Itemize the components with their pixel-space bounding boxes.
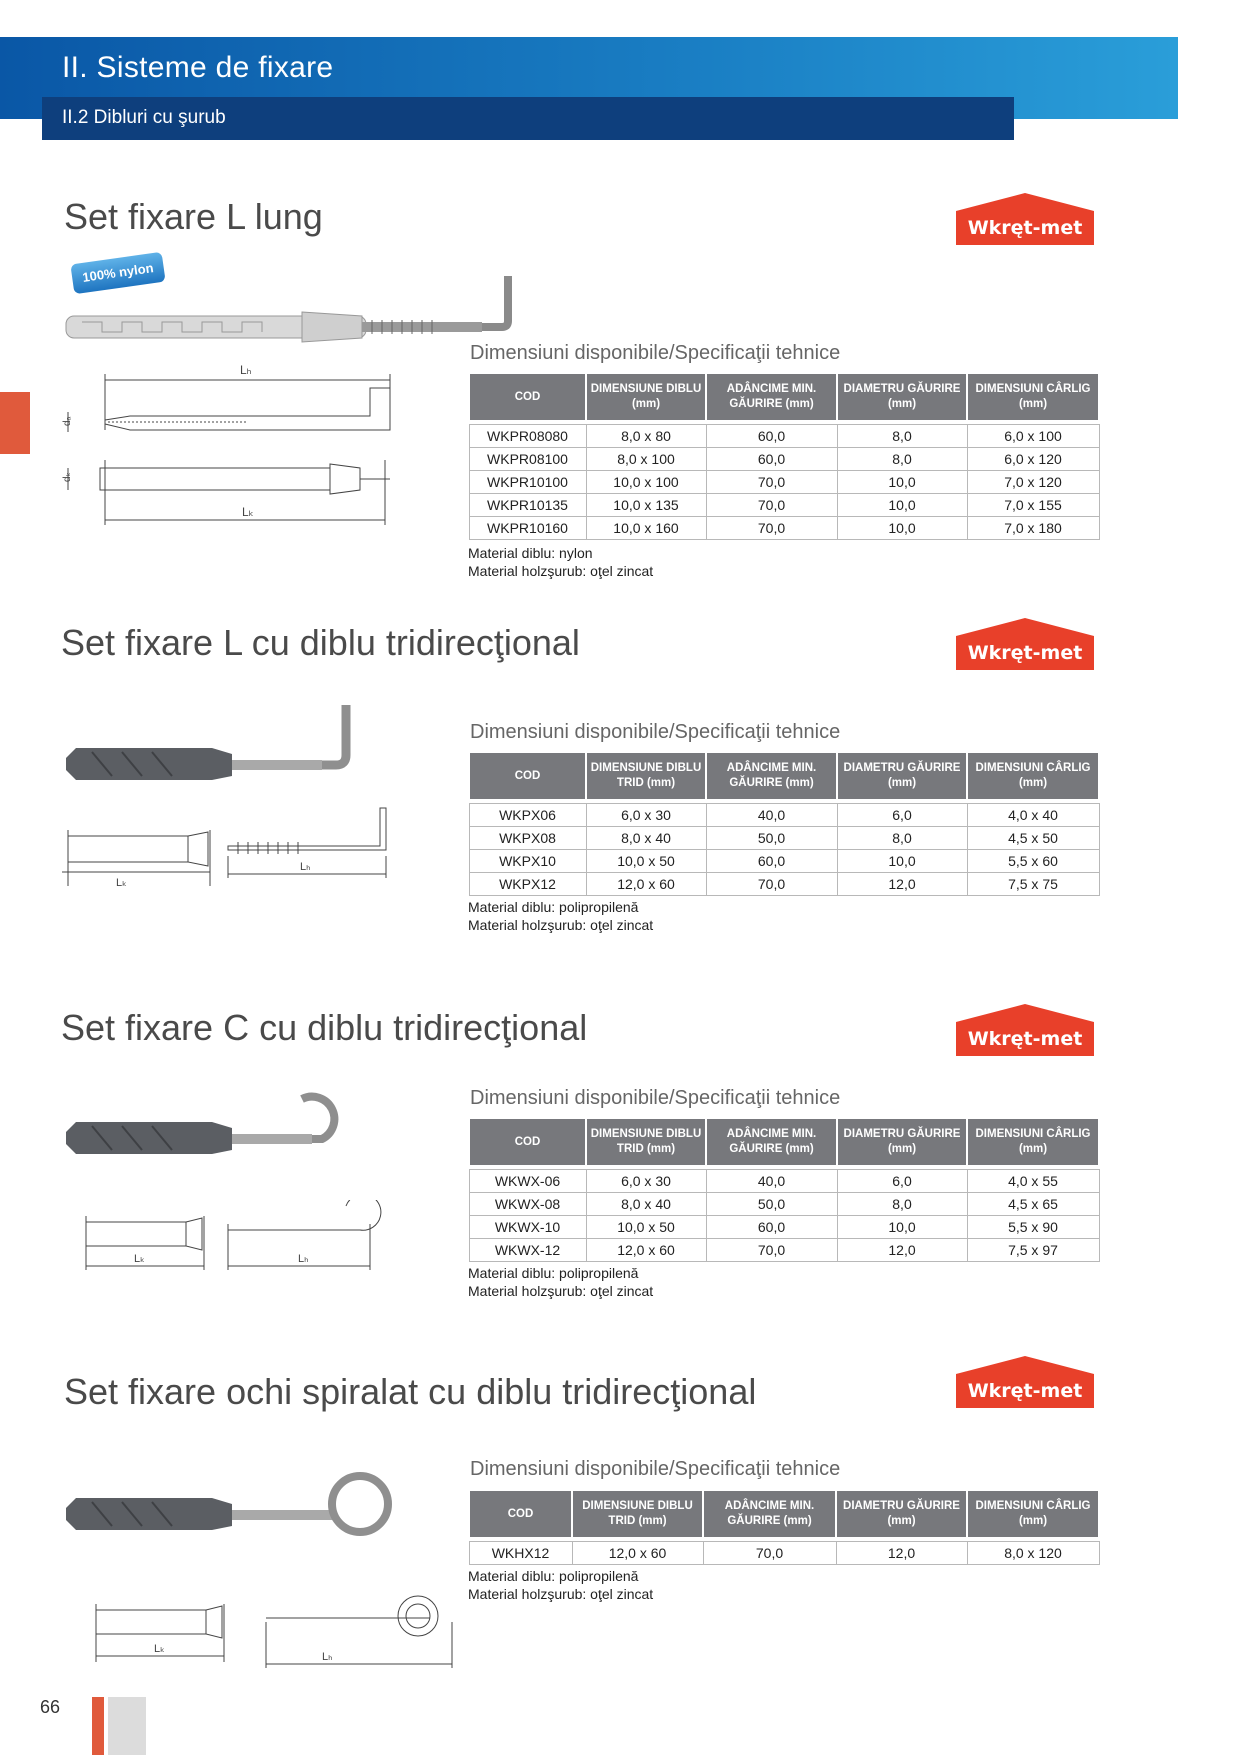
table-row: WKWX-12 12,0 x 60 70,0 12,0 7,5 x 97 xyxy=(469,1238,1099,1261)
svg-text:Lₖ: Lₖ xyxy=(116,877,127,889)
svg-text:Lₖ: Lₖ xyxy=(242,505,254,519)
brand-logo: Wkręt-met xyxy=(956,1004,1094,1056)
product-photo-2 xyxy=(62,704,362,794)
svg-text:Lₕ: Lₕ xyxy=(240,363,252,377)
spec-heading-4: Dimensiuni disponibile/Specificaţii tehnice xyxy=(470,1458,841,1480)
brand-logo: Wkręt-met xyxy=(956,193,1094,245)
product-photo-3 xyxy=(62,1090,362,1180)
section-subtitle: II.2 Dibluri cu şurub xyxy=(62,107,226,128)
table-row: WKPX06 6,0 x 30 40,0 6,0 4,0 x 40 xyxy=(469,803,1099,826)
col-header: DIMENSIUNE DIBLU (mm) xyxy=(586,373,706,421)
section-title-3: Set fixare C cu diblu tridirecţional xyxy=(61,1007,588,1048)
spec-heading-2: Dimensiuni disponibile/Specificaţii tehnice xyxy=(470,721,841,743)
material-notes-3: Material diblu: polipropilenă Material holzşurub: oţel zincat xyxy=(468,1265,654,1299)
table-row: WKPR10135 10,0 x 135 70,0 10,0 7,0 x 155 xyxy=(469,493,1099,516)
subheader-bar xyxy=(42,97,1014,140)
table-row: WKPX12 12,0 x 60 70,0 12,0 7,5 x 75 xyxy=(469,872,1099,895)
col-header: DIAMETRU GĂURIRE (mm) xyxy=(837,373,967,421)
table-row: WKWX-06 6,0 x 30 40,0 6,0 4,0 x 55 xyxy=(469,1169,1099,1192)
footer-marker xyxy=(92,1697,104,1755)
svg-text:dₐ: dₐ xyxy=(62,416,73,426)
spec-table-3: COD DIMENSIUNE DIBLU TRID (mm) ADÂNCIME MIN. GĂURIRE (mm) DIAMETRU GĂURIRE (mm) DIMENSIUNI CÂRLIG (mm) WKWX-06 6,0 x 30 40,0 6,0 4,0 x 55 WKWX-08 8,0 x 40 50,0 8,0 4,5 x 65 WKWX-10 10,0 x 50 60,0 10,0 5,5 x 90 WKWX-12 12,0 x 60 70,0 12,0 7,5 x 97 xyxy=(468,1117,1100,1262)
brand-logo: Wkręt-met xyxy=(956,1356,1094,1408)
chapter-title: II. Sisteme de fixare xyxy=(62,51,334,84)
spec-heading-3: Dimensiuni disponibile/Specificaţii tehnice xyxy=(470,1087,841,1109)
section-title-1: Set fixare L lung xyxy=(64,196,323,237)
brand-logo: Wkręt-met xyxy=(956,618,1094,670)
svg-text:Lₖ: Lₖ xyxy=(134,1253,145,1265)
svg-text:Lₕ: Lₕ xyxy=(322,1651,333,1663)
table-row: WKPX10 10,0 x 50 60,0 10,0 5,5 x 60 xyxy=(469,849,1099,872)
technical-drawing-1 xyxy=(60,360,400,540)
table-row: WKPX08 8,0 x 40 50,0 8,0 4,5 x 50 xyxy=(469,826,1099,849)
table-row: WKWX-10 10,0 x 50 60,0 10,0 5,5 x 90 xyxy=(469,1215,1099,1238)
technical-drawing-3 xyxy=(60,1200,400,1280)
svg-text:dₖ: dₖ xyxy=(62,472,73,482)
col-header: DIMENSIUNI CÂRLIG (mm) xyxy=(967,373,1099,421)
footer-marker xyxy=(108,1697,146,1755)
section-title-2: Set fixare L cu diblu tridirecţional xyxy=(61,622,580,663)
table-row: WKHX12 12,0 x 60 70,0 12,0 8,0 x 120 xyxy=(469,1541,1099,1564)
material-notes-4: Material diblu: polipropilenă Material holzşurub: oţel zincat xyxy=(468,1568,654,1602)
table-row: WKWX-08 8,0 x 40 50,0 8,0 4,5 x 65 xyxy=(469,1192,1099,1215)
side-marker xyxy=(0,392,30,454)
material-notes-1: Material diblu: nylon Material holzşurub: oţel zincat xyxy=(468,545,654,579)
svg-text:Lₕ: Lₕ xyxy=(300,861,311,873)
svg-text:Lₖ: Lₖ xyxy=(154,1643,165,1655)
table-row: WKPR08100 8,0 x 100 60,0 8,0 6,0 x 120 xyxy=(469,447,1099,470)
material-notes-2: Material diblu: polipropilenă Material holzşurub: oţel zincat xyxy=(468,899,654,933)
nylon-badge: 100% nylon xyxy=(70,252,165,295)
spec-table-1 xyxy=(468,372,1100,540)
section-title-4: Set fixare ochi spiralat cu diblu tridirecţional xyxy=(64,1371,757,1412)
table-row: WKPR10160 10,0 x 160 70,0 10,0 7,0 x 180 xyxy=(469,516,1099,539)
col-header: COD xyxy=(469,373,586,421)
spec-table-2: COD DIMENSIUNE DIBLU TRID (mm) ADÂNCIME MIN. GĂURIRE (mm) DIAMETRU GĂURIRE (mm) DIMENSIUNI CÂRLIG (mm) WKPX06 6,0 x 30 40,0 6,0 4,0 x 40 WKPX08 8,0 x 40 50,0 8,0 4,5 x 50 WKPX10 10,0 x 50 60,0 10,0 5,5 x 60 WKPX12 12,0 x 60 70,0 12,0 7,5 x 75 xyxy=(468,751,1100,896)
product-photo-4 xyxy=(62,1466,402,1556)
technical-drawing-2 xyxy=(60,800,400,890)
spec-table-4: COD DIMENSIUNE DIBLU TRID (mm) ADÂNCIME MIN. GĂURIRE (mm) DIAMETRU GĂURIRE (mm) DIMENSIUNI CÂRLIG (mm) WKHX12 12,0 x 60 70,0 12,0 8,0 x 120 xyxy=(468,1489,1100,1565)
table-row: WKPR08080 8,0 x 80 60,0 8,0 6,0 x 100 xyxy=(469,424,1099,447)
spec-heading-1: Dimensiuni disponibile/Specificaţii tehnice xyxy=(470,342,841,364)
product-photo-1 xyxy=(62,270,512,350)
page-number: 66 xyxy=(40,1697,61,1717)
svg-text:Lₕ: Lₕ xyxy=(298,1253,309,1265)
table-row: WKPR10100 10,0 x 100 70,0 10,0 7,0 x 120 xyxy=(469,470,1099,493)
col-header: ADÂNCIME MIN. GĂURIRE (mm) xyxy=(706,373,837,421)
technical-drawing-4 xyxy=(60,1582,460,1672)
